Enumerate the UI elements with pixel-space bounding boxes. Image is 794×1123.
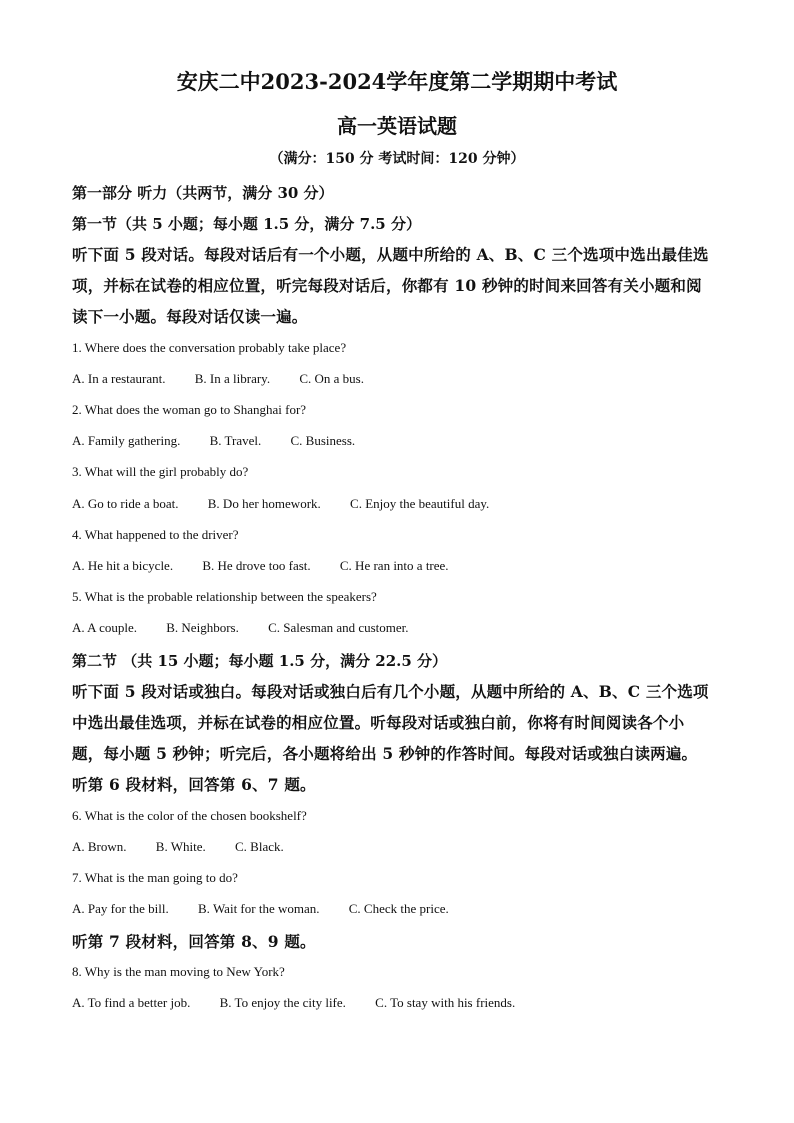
option-b: B. He drove too fast. [202, 558, 311, 573]
option-b: B. To enjoy the city life. [219, 995, 346, 1010]
section1-instruction-line: 读下一小题。每段对话仅读一遍。 [72, 307, 308, 326]
option-a: A. Go to ride a boat. [72, 496, 179, 511]
option-c: C. Enjoy the beautiful day. [350, 496, 490, 511]
option-c: C. Check the price. [348, 901, 449, 916]
option-a: A. Brown. [72, 839, 127, 854]
option-c: C. Business. [290, 433, 356, 448]
option-b: B. Neighbors. [166, 620, 239, 635]
question-2-options [72, 433, 355, 449]
question-3-options [72, 496, 489, 512]
option-a: A. A couple. [72, 620, 137, 635]
option-a: A. Family gathering. [72, 433, 181, 448]
question-8: 8. Why is the man moving to New York? [72, 964, 285, 979]
option-b: B. Do her homework. [207, 496, 321, 511]
section2-instruction-line: 中选出最佳选项，并标在试卷的相应位置。听每段对话或独白前，你将有时间阅读各个小 [72, 713, 685, 732]
question-2: 2. What does the woman go to Shanghai for? [72, 402, 307, 417]
option-b: B. In a library. [194, 371, 271, 386]
option-c: C. Salesman and customer. [268, 620, 409, 635]
section1-heading: 第一节（共 5 小题；每小题 1.5 分，满分 7.5 分） [72, 215, 421, 233]
question-5: 5. What is the probable relationship between the speakers? [72, 589, 377, 604]
option-c: C. To stay with his friends. [375, 995, 516, 1010]
option-b: B. Wait for the woman. [198, 901, 320, 916]
question-5-options [72, 620, 409, 636]
material-6-heading: 听第 6 段材料，回答第 6、7 题。 [72, 775, 316, 794]
option-c: C. He ran into a tree. [339, 558, 449, 573]
question-4-options [72, 558, 449, 574]
question-6: 6. What is the color of the chosen bookshelf? [72, 808, 307, 823]
part1-heading: 第一部分 听力（共两节，满分 30 分） [72, 184, 334, 202]
option-b: B. Travel. [209, 433, 262, 448]
option-a: A. He hit a bicycle. [72, 558, 174, 573]
section1-instruction-line: 听下面 5 段对话。每段对话后有一个小题，从题中所给的 A、B、C 三个选项中选出最佳选 [72, 245, 709, 264]
option-c: C. Black. [234, 839, 284, 854]
question-6-options [72, 839, 284, 855]
exam-subtitle: 高一英语试题 [337, 114, 457, 138]
section2-instruction-line: 听下面 5 段对话或独白。每段对话或独白后有几个小题，从题中所给的 A、B、C 三个选项 [72, 682, 709, 701]
option-b: B. White. [155, 839, 206, 854]
question-7-options [72, 901, 449, 917]
exam-meta: （满分：150 分 考试时间：120 分钟） [269, 151, 525, 167]
material-7-heading: 听第 7 段材料，回答第 8、9 题。 [72, 932, 316, 951]
question-8-options [72, 995, 515, 1011]
section2-instruction-line: 题，每小题 5 秒钟；听完后，各小题将给出 5 秒钟的作答时间。每段对话或独白读两遍。 [72, 744, 698, 763]
question-1-options [72, 371, 364, 387]
section2-heading: 第二节 （共 15 小题；每小题 1.5 分，满分 22.5 分） [72, 652, 448, 670]
option-a: A. Pay for the bill. [72, 901, 169, 916]
exam-title: 安庆二中2023-2024学年度第二学期期中考试 [176, 69, 618, 94]
section1-instruction-line: 项，并标在试卷的相应位置，听完每段对话后，你都有 10 秒钟的时间来回答有关小题和阅 [72, 276, 702, 295]
option-c: C. On a bus. [299, 371, 364, 386]
question-3: 3. What will the girl probably do? [72, 464, 249, 479]
question-1: 1. Where does the conversation probably take place? [72, 340, 347, 355]
question-7: 7. What is the man going to do? [72, 870, 238, 885]
option-a: A. To find a better job. [72, 995, 191, 1010]
option-a: A. In a restaurant. [72, 371, 166, 386]
question-4: 4. What happened to the driver? [72, 527, 239, 542]
